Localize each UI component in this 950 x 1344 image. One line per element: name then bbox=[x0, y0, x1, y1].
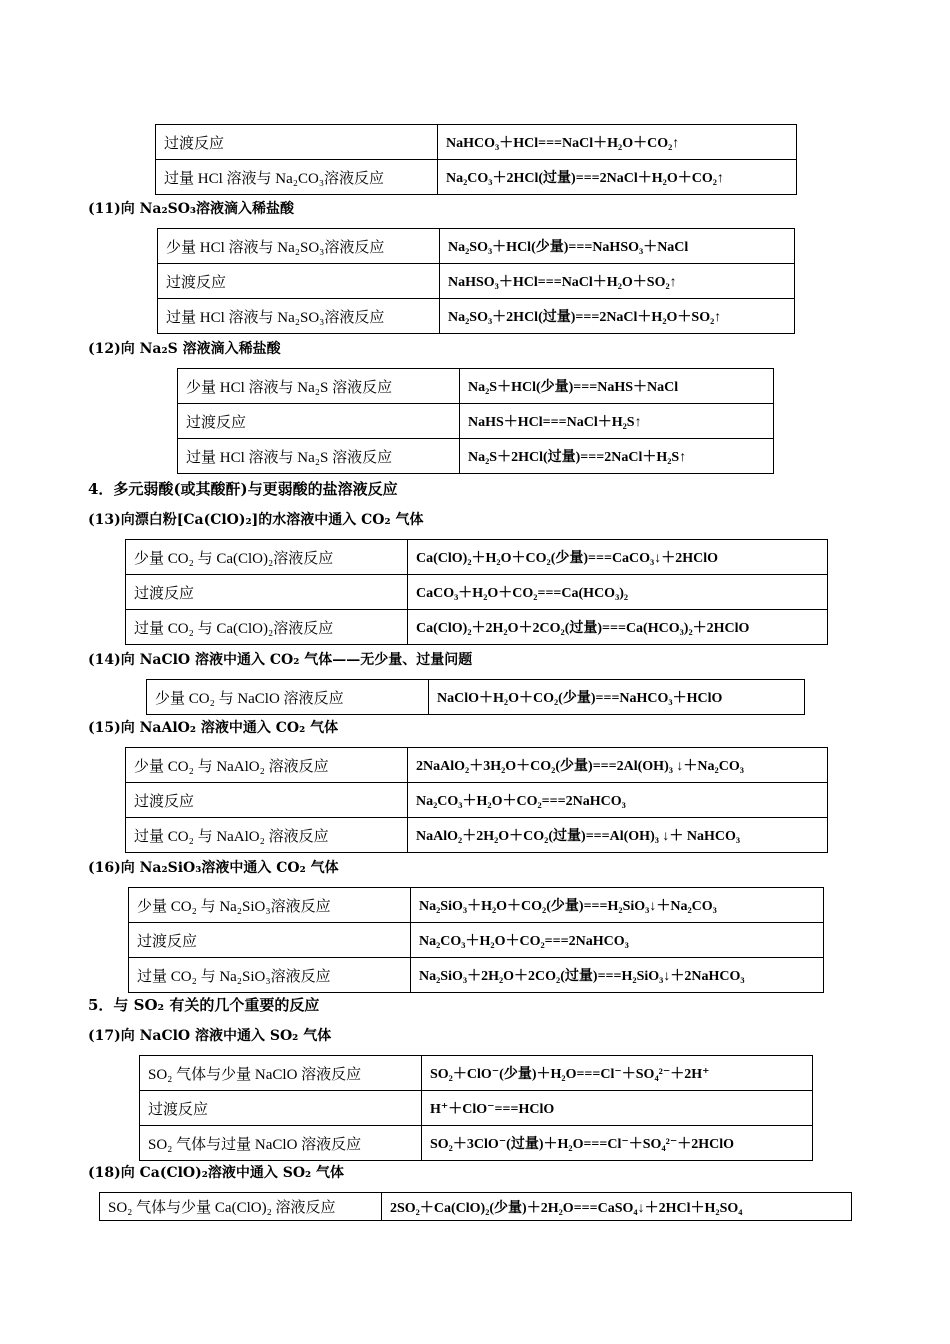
table-row bbox=[158, 229, 795, 264]
table-row bbox=[147, 680, 805, 715]
reaction-description: 少量 CO₂ 与 NaClO 溶液反应 bbox=[147, 680, 429, 715]
table-row bbox=[140, 1126, 813, 1161]
table-row bbox=[100, 1193, 852, 1221]
reaction-equation: Na₂S＋2HCl(过量)===2NaCl＋H₂S↑ bbox=[460, 439, 774, 474]
reaction-description: SO₂ 气体与过量 NaClO 溶液反应 bbox=[140, 1126, 422, 1161]
section-heading-11: (11)向 Na₂SO₃溶液滴入稀盐酸 bbox=[88, 201, 295, 217]
reaction-description: 过渡反应 bbox=[126, 783, 408, 818]
reaction-equation: Na₂SO₃＋2HCl(过量)===2NaCl＋H₂O＋SO₂↑ bbox=[440, 299, 795, 334]
reaction-description: 过渡反应 bbox=[129, 923, 411, 958]
reaction-table-17 bbox=[139, 1055, 813, 1161]
table-row bbox=[126, 818, 828, 853]
reaction-table-16 bbox=[128, 887, 824, 993]
table-row bbox=[158, 299, 795, 334]
table-row bbox=[178, 404, 774, 439]
reaction-equation: Na₂SO₃＋HCl(少量)===NaHSO₃＋NaCl bbox=[440, 229, 795, 264]
reaction-description: 过渡反应 bbox=[156, 125, 438, 160]
reaction-equation: Na₂CO₃＋2HCl(过量)===2NaCl＋H₂O＋CO₂↑ bbox=[438, 160, 797, 195]
table-row bbox=[178, 369, 774, 404]
reaction-equation: 2SO₂＋Ca(ClO)₂(少量)＋2H₂O===CaSO₄↓＋2HCl＋H₂SO₄ bbox=[382, 1193, 852, 1221]
reaction-description: 过量 HCl 溶液与 Na₂SO₃溶液反应 bbox=[158, 299, 440, 334]
reaction-equation: 2NaAlO₂＋3H₂O＋CO₂(少量)===2Al(OH)₃ ↓＋Na₂CO₃ bbox=[408, 748, 828, 783]
reaction-table-14 bbox=[146, 679, 805, 715]
reaction-equation: Ca(ClO)₂＋2H₂O＋2CO₂(过量)===Ca(HCO₃)₂＋2HClO bbox=[408, 610, 828, 645]
reaction-description: 过量 CO₂ 与 Ca(ClO)₂溶液反应 bbox=[126, 610, 408, 645]
section-heading-13: (13)向漂白粉[Ca(ClO)₂]的水溶液中通入 CO₂ 气体 bbox=[88, 512, 424, 528]
reaction-equation: Na₂SiO₃＋H₂O＋CO₂(少量)===H₂SiO₃↓＋Na₂CO₃ bbox=[411, 888, 824, 923]
reaction-equation: NaHCO₃＋HCl===NaCl＋H₂O＋CO₂↑ bbox=[438, 125, 797, 160]
reaction-table-11 bbox=[157, 228, 795, 334]
reaction-description: 少量 HCl 溶液与 Na₂S 溶液反应 bbox=[178, 369, 460, 404]
reaction-table-12 bbox=[177, 368, 774, 474]
reaction-table-13 bbox=[125, 539, 828, 645]
reaction-description: 过量 HCl 溶液与 Na₂CO₃溶液反应 bbox=[156, 160, 438, 195]
reaction-table-15 bbox=[125, 747, 828, 853]
reaction-description: SO₂ 气体与少量 Ca(ClO)₂ 溶液反应 bbox=[100, 1193, 382, 1221]
table-row bbox=[156, 160, 797, 195]
reaction-equation: Na₂CO₃＋H₂O＋CO₂===2NaHCO₃ bbox=[411, 923, 824, 958]
table-row bbox=[126, 748, 828, 783]
table-row bbox=[158, 264, 795, 299]
table-row bbox=[126, 610, 828, 645]
reaction-description: 过渡反应 bbox=[140, 1091, 422, 1126]
reaction-equation: CaCO₃＋H₂O＋CO₂===Ca(HCO₃)₂ bbox=[408, 575, 828, 610]
reaction-description: 过渡反应 bbox=[126, 575, 408, 610]
table-row bbox=[126, 783, 828, 818]
table-row bbox=[126, 575, 828, 610]
reaction-equation: SO₂＋ClO⁻(少量)＋H₂O===Cl⁻＋SO₄²⁻＋2H⁺ bbox=[422, 1056, 813, 1091]
table-row bbox=[129, 923, 824, 958]
reaction-description: 少量 CO₂ 与 Na₂SiO₃溶液反应 bbox=[129, 888, 411, 923]
reaction-description: 少量 CO₂ 与 Ca(ClO)₂溶液反应 bbox=[126, 540, 408, 575]
table-row bbox=[129, 958, 824, 993]
reaction-equation: NaAlO₂＋2H₂O＋CO₂(过量)===Al(OH)₃ ↓＋ NaHCO₃ bbox=[408, 818, 828, 853]
reaction-description: 少量 HCl 溶液与 Na₂SO₃溶液反应 bbox=[158, 229, 440, 264]
reaction-equation: NaHS＋HCl===NaCl＋H₂S↑ bbox=[460, 404, 774, 439]
reaction-description: SO₂ 气体与少量 NaClO 溶液反应 bbox=[140, 1056, 422, 1091]
section-heading-18: (18)向 Ca(ClO)₂溶液中通入 SO₂ 气体 bbox=[88, 1165, 345, 1181]
table-row bbox=[156, 125, 797, 160]
table-row bbox=[178, 439, 774, 474]
section-heading-14: (14)向 NaClO 溶液中通入 CO₂ 气体——无少量、过量问题 bbox=[88, 652, 473, 668]
section-title-5: 5．与 SO₂ 有关的几个重要的反应 bbox=[88, 996, 320, 1014]
reaction-equation: Ca(ClO)₂＋H₂O＋CO₂(少量)===CaCO₃↓＋2HClO bbox=[408, 540, 828, 575]
reaction-equation: NaClO＋H₂O＋CO₂(少量)===NaHCO₃＋HClO bbox=[429, 680, 805, 715]
table-row bbox=[129, 888, 824, 923]
reaction-equation: Na₂SiO₃＋2H₂O＋2CO₂(过量)===H₂SiO₃↓＋2NaHCO₃ bbox=[411, 958, 824, 993]
table-row bbox=[140, 1091, 813, 1126]
reaction-description: 过量 CO₂ 与 NaAlO₂ 溶液反应 bbox=[126, 818, 408, 853]
reaction-description: 过量 CO₂ 与 Na₂SiO₃溶液反应 bbox=[129, 958, 411, 993]
reaction-equation: Na₂S＋HCl(少量)===NaHS＋NaCl bbox=[460, 369, 774, 404]
reaction-description: 过渡反应 bbox=[178, 404, 460, 439]
section-title-4: 4．多元弱酸(或其酸酐)与更弱酸的盐溶液反应 bbox=[88, 480, 398, 498]
reaction-table-18 bbox=[99, 1192, 852, 1221]
reaction-equation: SO₂＋3ClO⁻(过量)＋H₂O===Cl⁻＋SO₄²⁻＋2HClO bbox=[422, 1126, 813, 1161]
reaction-description: 少量 CO₂ 与 NaAlO₂ 溶液反应 bbox=[126, 748, 408, 783]
section-heading-15: (15)向 NaAlO₂ 溶液中通入 CO₂ 气体 bbox=[88, 720, 339, 736]
reaction-description: 过渡反应 bbox=[158, 264, 440, 299]
table-row bbox=[140, 1056, 813, 1091]
section-heading-16: (16)向 Na₂SiO₃溶液中通入 CO₂ 气体 bbox=[88, 860, 339, 876]
table-row bbox=[126, 540, 828, 575]
reaction-equation: H⁺＋ClO⁻===HClO bbox=[422, 1091, 813, 1126]
section-heading-12: (12)向 Na₂S 溶液滴入稀盐酸 bbox=[88, 341, 281, 357]
section-heading-17: (17)向 NaClO 溶液中通入 SO₂ 气体 bbox=[88, 1028, 332, 1044]
reaction-equation: NaHSO₃＋HCl===NaCl＋H₂O＋SO₂↑ bbox=[440, 264, 795, 299]
reaction-table-10 bbox=[155, 124, 797, 195]
reaction-equation: Na₂CO₃＋H₂O＋CO₂===2NaHCO₃ bbox=[408, 783, 828, 818]
reaction-description: 过量 HCl 溶液与 Na₂S 溶液反应 bbox=[178, 439, 460, 474]
